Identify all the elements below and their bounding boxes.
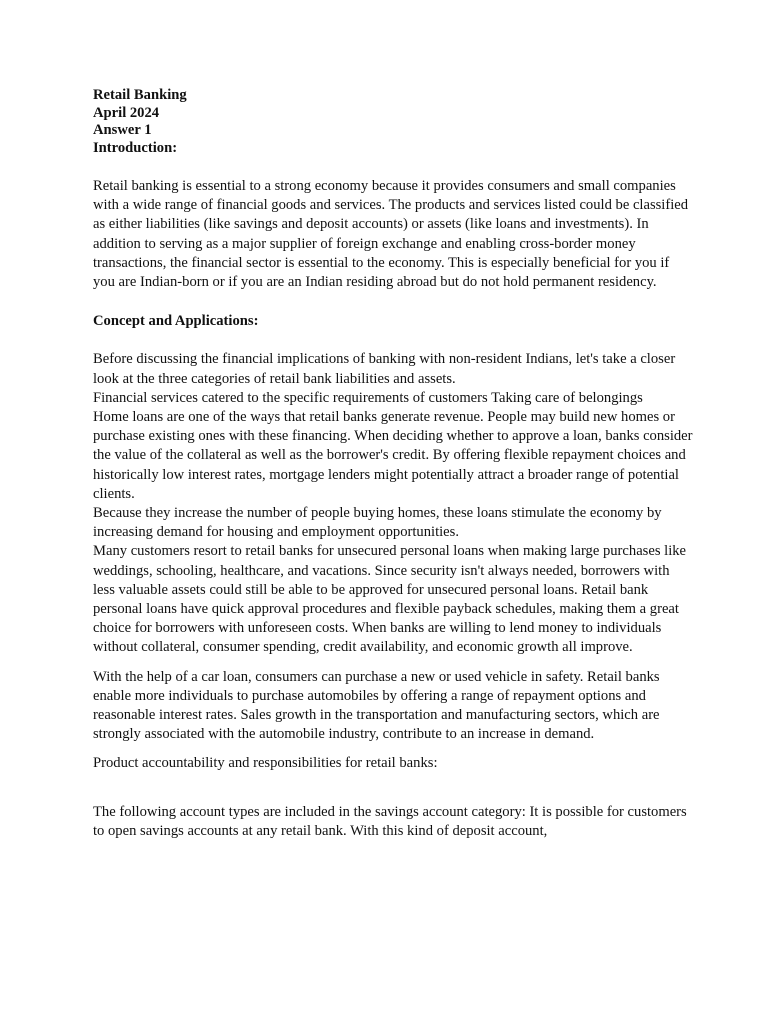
concept-paragraph-3: Home loans are one of the ways that retail banks generate revenue. People may build new homes or purchase existing ones with these financing. When deciding whether to approve a loan, banks consider the value of the collateral as well as the borrower's credit. By offering flexible repayment choices and historically low interest rates, mortgage lenders might potentially attract a broader range of potential clients.: [93, 409, 693, 502]
spacer: [93, 744, 693, 754]
concept-heading: Concept and Applications:: [93, 313, 259, 330]
intro-paragraph: Retail banking is essential to a strong economy because it provides consumers and small companies with a wide range of financial goods and services. The products and services listed could be classified as either liabilities (like savings and deposit accounts) or assets (like loans and investments). In addition to serving as a major supplier of foreign exchange and enabling cross-border money transactions, the financial sector is essential to the economy. This is especially beneficial for you if you are Indian-born or if you are an Indian residing abroad but do not hold permanent residency.: [93, 178, 689, 291]
spacer: [93, 331, 693, 350]
document-title: Retail Banking: [93, 87, 187, 103]
spacer: [93, 157, 693, 177]
introduction-heading: Introduction:: [93, 139, 178, 156]
concept-paragraph-5: Many customers resort to retail banks for unsecured personal loans when making large purchases like weddings, schooling, healthcare, and vacations. Since security isn't always needed, borrowers with less valuable assets could still be able to be approved for unsecured personal loans. Retail bank personal loans have quick approval procedures and flexible payback schedules, making them a great choice for borrowers with unforeseen costs. When banks are willing to lend money to individuals without collateral, consumer spending, credit availability, and economic growth all improve.: [93, 543, 687, 656]
spacer: [93, 658, 693, 668]
concept-paragraph-2: Financial services catered to the specific requirements of customers Taking care of belongings: [93, 389, 643, 406]
concept-paragraph-6: With the help of a car loan, consumers can purchase a new or used vehicle in safety. Retail banks enable more individuals to purchase automobiles by offering a range of repayment options and reasonable interest rates. Sales growth in the transportation and manufacturing sectors, which are strongly associated with the automobile industry, contribute to an increase in demand.: [93, 668, 660, 743]
concept-paragraph-1: Before discussing the financial implications of banking with non-resident Indians, let's take a closer look at the three categories of retail bank liabilities and assets.: [93, 351, 676, 387]
document-date: April 2024: [93, 104, 160, 121]
spacer: [93, 774, 693, 803]
concept-paragraph-7: Product accountability and responsibilities for retail banks:: [93, 755, 438, 772]
concept-paragraph-8: The following account types are included in the savings account category: It is possible for customers to open savings accounts at any retail bank. With this kind of deposit account,: [93, 803, 687, 839]
concept-paragraph-4: Because they increase the number of people buying homes, these loans stimulate the economy by increasing demand for housing and employment opportunities.: [93, 505, 662, 541]
spacer: [93, 292, 693, 312]
document-content: [93, 87, 693, 841]
answer-label: Answer 1: [93, 122, 152, 138]
